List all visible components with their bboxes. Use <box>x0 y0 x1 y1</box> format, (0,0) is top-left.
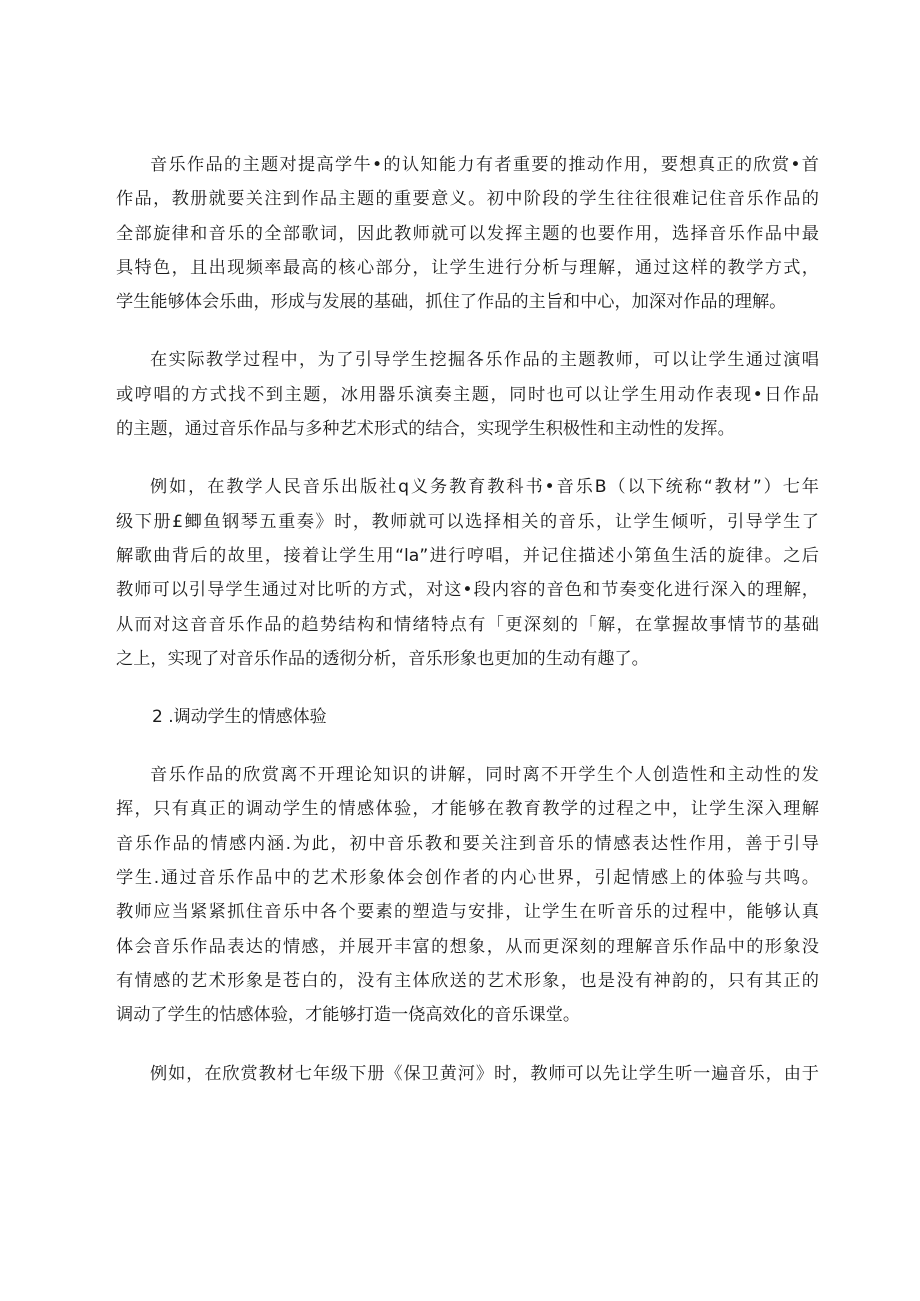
text-line: 在实际教学过程中，为了引导学生挖掘各乐作品的主题教师，可以让学生通过演唱 <box>150 350 819 371</box>
text-line: 音乐作品的欣赏离不开理论知识的讲解，同时离不开学生个人创造性和主动性的发 <box>150 765 819 786</box>
text-line: 学生能够体会乐曲，形成与发展的基础，抓住了作品的主旨和中心，加深对作品的理解。 <box>116 292 787 313</box>
text-line: 有情感的艺术形象是苍白的，没有主体欣送的艺术形象，也是没有神韵的，只有其正的 <box>116 970 819 991</box>
text-line: 具特色，且出现频率最高的核心部分，让学生进行分析与理解，通过这样的教学方式， <box>116 257 819 278</box>
text-line: 教师应当紧紧抓住音乐中各个要素的塑造与安排，让学生在听音乐的过程中，能够认真 <box>116 902 819 923</box>
text-line: 体会音乐作品表达的情感，并展开丰富的想象，从而更深刻的理解音乐作品中的形象没 <box>116 936 819 957</box>
text-line: 音乐作品的主题对提高学牛•的认知能力有者重要的推动作用，要想真正的欣赏•首 <box>150 155 819 175</box>
text-line: 调动了学生的怙感体验，才能够打造一侥高效化的音乐课堂。 <box>116 1005 581 1026</box>
text-line: 学生.通过音乐作品中的艺术形象体会创作者的内心世界，引起情感上的体验与共鸣。 <box>116 868 819 889</box>
body-text <box>116 148 819 1091</box>
text-line: 级下册£鲫鱼钢琴五重奏》时，教师就可以选择相关的音乐，让学生倾听，引导学生了 <box>116 511 819 532</box>
text-line: 挥，只有真正的调动学生的情感体验，才能够在教育教学的过程之中，让学生深入理解 <box>116 799 819 820</box>
paragraph-3 <box>116 470 819 676</box>
text-line: 之上，实现了对音乐作品的透彻分析，音乐形象也更加的生动有趣了。 <box>116 648 649 669</box>
text-line: 的主题，通过音乐作品与多种艺术形式的结合，实现学生积极性和主动性的发挥。 <box>116 419 735 440</box>
text-line: 教师可以引导学生通过对比听的方式，对这•段内容的音色和节奏变化进行深入的理解， <box>116 580 819 601</box>
text-line: 解歌曲背后的故里，接着让学生用“la”进行哼唱，并记住描述小第鱼生活的旋律。之后 <box>116 545 819 566</box>
text-line: 例如，在欣赏教材七年级下册《保卫黄河》时，教师可以先让学生听一遍音乐，由于 <box>150 1063 819 1084</box>
paragraph-4 <box>116 758 819 1032</box>
paragraph-5 <box>116 1057 819 1091</box>
text-line: 或哼唱的方式找不到主题，冰用器乐演奏主题，同时也可以让学生用动作表现•日作品 <box>116 384 819 405</box>
paragraph-1 <box>116 148 819 319</box>
text-line: 音乐作品的情感内涵.为此，初中音乐教和要关注到音乐的情感表达性作用，善于引导 <box>116 833 819 854</box>
text-line: 作品，教册就要关注到作品主题的重要意义。初中阶段的学生往往很难记住音乐作品的 <box>116 189 819 210</box>
text-line: 例如，在教学人民音乐出版社q义务教育教科书•音乐B（以下统称“教材”）七年 <box>150 477 819 498</box>
text-line: 从而对这音音乐作品的趋势结构和情绪特点有「更深刻的「解，在掌握故事情节的基础 <box>116 614 819 635</box>
text-line: 全部旋律和音乐的全部歌词，因此教师就可以发挥主题的也要作用，选择音乐作品中最 <box>116 223 819 244</box>
section-heading: 2 .调动学生的情感体验 <box>152 707 327 728</box>
paragraph-2 <box>116 343 819 446</box>
